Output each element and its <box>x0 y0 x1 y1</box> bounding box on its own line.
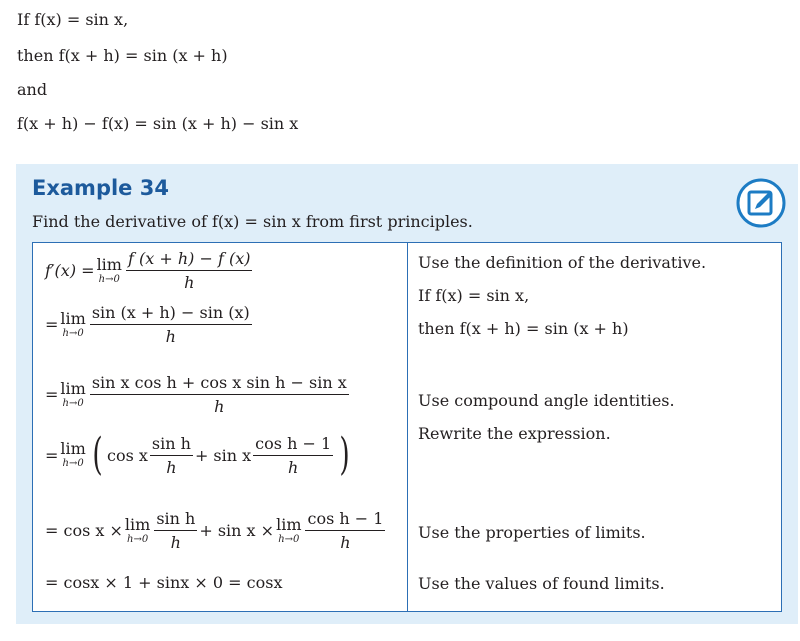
intro-line-1: If f(x) = sin x, <box>17 10 129 29</box>
fraction <box>253 434 333 477</box>
fraction <box>90 303 252 346</box>
limit-operator <box>60 308 86 339</box>
fraction <box>150 434 193 477</box>
numerator: cos h − 1 <box>307 509 384 528</box>
lim-subscript: h→0 <box>127 533 149 545</box>
math-column <box>33 243 408 611</box>
middle-term: + sin x × <box>199 521 275 540</box>
lim-word: lim <box>60 378 86 398</box>
numerator: cos h − 1 <box>255 433 332 453</box>
fraction <box>90 373 349 416</box>
intro-line-3: and <box>17 80 48 99</box>
plus-term: + sin x <box>194 445 252 465</box>
note-rewrite: Rewrite the expression. <box>418 424 611 443</box>
denominator: h <box>90 394 349 416</box>
lim-subscript: h→0 <box>278 533 300 545</box>
step-3-equation <box>45 373 351 416</box>
lim-word: lim <box>60 308 86 328</box>
note-definition: Use the definition of the derivative. <box>418 253 707 272</box>
denominator: h <box>90 324 252 346</box>
intro-line-4: f(x + h) − f(x) = sin (x + h) − sin x <box>17 114 299 133</box>
note-compound-angle: Use compound angle identities. <box>418 391 675 410</box>
denominator: h <box>154 530 197 552</box>
denominator: h <box>150 455 193 477</box>
lim-subscript: h→0 <box>62 458 84 469</box>
left-parenthesis: ( <box>92 429 103 480</box>
note-values: Use the values of found limits. <box>418 574 665 593</box>
fraction <box>305 509 385 552</box>
note-properties: Use the properties of limits. <box>418 523 646 542</box>
term-1-prefix: cos x <box>106 445 148 465</box>
notes-column <box>408 243 781 611</box>
numerator: sin (x + h) − sin (x) <box>91 303 250 322</box>
lim-word: lim <box>60 439 86 458</box>
working-table <box>32 242 782 612</box>
step-4-lhs: = <box>45 445 59 465</box>
step-5-lhs: = cos x × <box>45 521 123 540</box>
example-box <box>16 164 798 624</box>
denominator: h <box>253 455 333 477</box>
example-title: Example 34 <box>32 176 169 200</box>
numerator: sin x cos h + cos x sin h − sin x <box>91 373 347 392</box>
limit-operator <box>60 378 86 409</box>
pencil-icon <box>736 178 786 228</box>
lim-subscript: h→0 <box>62 397 84 409</box>
numerator: sin h <box>156 509 196 528</box>
lim-subscript: h→0 <box>98 273 120 285</box>
step-4-equation <box>45 429 354 480</box>
lim-word: lim <box>96 254 122 274</box>
numerator: sin h <box>151 433 191 453</box>
lim-word: lim <box>124 514 151 534</box>
intro-line-2: then f(x + h) = sin (x + h) <box>17 46 228 65</box>
fraction <box>126 249 253 292</box>
step-3-lhs: = <box>45 385 59 404</box>
step-5-equation <box>45 509 387 552</box>
lim-subscript: h→0 <box>62 327 84 339</box>
right-parenthesis: ) <box>339 429 350 480</box>
lim-word: lim <box>276 514 302 534</box>
limit-operator <box>124 514 151 545</box>
step-2-lhs: = <box>45 315 59 334</box>
fraction <box>154 509 197 552</box>
denominator: h <box>126 270 253 292</box>
note-if: If f(x) = sin x, <box>418 286 530 305</box>
step-2-equation <box>45 303 254 346</box>
limit-operator <box>276 514 302 545</box>
step-6-equation: = cosx × 1 + sinx × 0 = cosx <box>45 573 283 592</box>
step-1-lhs: f′(x) = <box>45 261 95 280</box>
step-1-equation <box>45 249 254 292</box>
limit-operator <box>96 254 122 285</box>
denominator: h <box>305 530 385 552</box>
example-question: Find the derivative of f(x) = sin x from first principles. <box>32 212 473 231</box>
limit-operator <box>60 441 85 469</box>
note-then: then f(x + h) = sin (x + h) <box>418 319 629 338</box>
numerator: f (x + h) − f (x) <box>127 249 251 268</box>
